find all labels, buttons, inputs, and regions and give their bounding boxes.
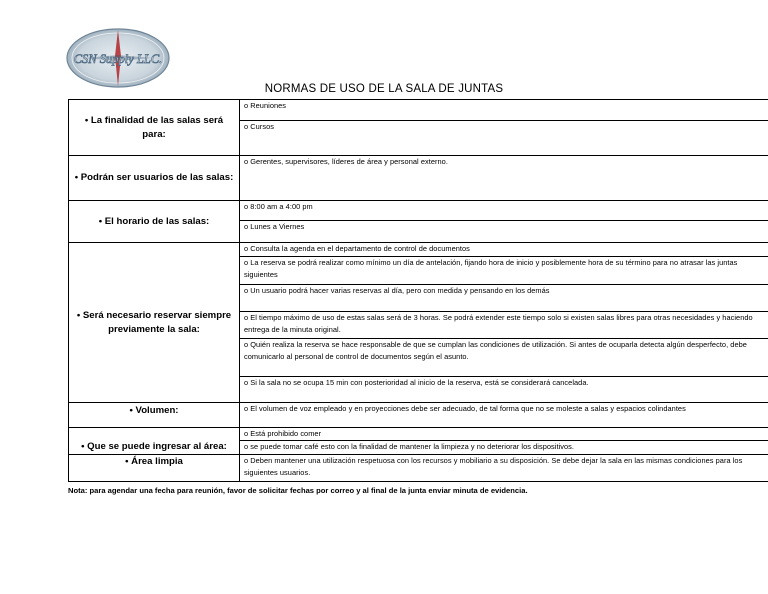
- rule-item: o Reuniones: [240, 100, 768, 121]
- table-row: [69, 455, 768, 482]
- section-label: • La finalidad de las salas será para:: [69, 100, 240, 156]
- rule-item: o Deben mantener una utilización respetuosa con los recursos y mobiliario a su disposición. Se debe dejar la sala en las mismas condiciones para los siguientes usuarios.: [240, 455, 768, 482]
- rule-item: o Si la sala no se ocupa 15 min con posterioridad al inicio de la reserva, está se considerará cancelada.: [240, 377, 768, 403]
- rule-item: o Está prohibido comer: [240, 428, 768, 441]
- section-label: • Área limpia: [69, 455, 240, 482]
- table-row: [69, 201, 768, 221]
- rule-item: o El tiempo máximo de uso de estas salas será de 3 horas. Se podrá extender este tiempo solo si existen salas libres para otras necesidades y haciendo entrega de la minuta original.: [240, 312, 768, 339]
- rule-item: o Un usuario podrá hacer varias reservas al día, pero con medida y pensando en los demás: [240, 285, 768, 312]
- svg-text:CSN Supply LLC.: CSN Supply LLC.: [73, 52, 163, 66]
- rule-item: o Quién realiza la reserva se hace responsable de que se cumplan las condiciones de utilización. Si antes de ocuparla detecta algún desperfecto, debe comunicarlo al personal de control de documentos según el asunto.: [240, 339, 768, 377]
- section-label: • Será necesario reservar siempre previamente la sala:: [69, 243, 240, 403]
- rule-item: o La reserva se podrá realizar como mínimo un día de antelación, fijando hora de inicio y posiblemente hora de su término para no atrasar las juntas siguientes: [240, 257, 768, 285]
- rule-item: o Cursos: [240, 121, 768, 156]
- table-row: [69, 156, 768, 201]
- rule-item: o se puede tomar café esto con la finalidad de mantener la limpieza y no deteriorar los dispositivos.: [240, 441, 768, 455]
- table-row: [69, 428, 768, 441]
- rule-item: o El volumen de voz empleado y en proyecciones debe ser adecuado, de tal forma que no se moleste a salas y espacios colindantes: [240, 403, 768, 428]
- rules-table: [68, 99, 768, 482]
- footer-note: Nota: para agendar una fecha para reunión, favor de solicitar fechas por correo y al final de la junta enviar minuta de evidencia.: [68, 486, 528, 495]
- section-label: • Que se puede ingresar al área:: [69, 428, 240, 455]
- company-logo: [64, 26, 172, 90]
- section-label: • Volumen:: [69, 403, 240, 428]
- section-label: • Podrán ser usuarios de las salas:: [69, 156, 240, 201]
- table-row: [69, 403, 768, 428]
- table-row: [69, 243, 768, 257]
- rule-item: o Lunes a Viernes: [240, 221, 768, 243]
- rule-item: o Consulta la agenda en el departamento de control de documentos: [240, 243, 768, 257]
- table-row: [69, 100, 768, 121]
- rule-item: o Gerentes, supervisores, líderes de área y personal externo.: [240, 156, 768, 201]
- rule-item: o 8:00 am a 4:00 pm: [240, 201, 768, 221]
- page-title: NORMAS DE USO DE LA SALA DE JUNTAS: [264, 83, 504, 95]
- section-label: • El horario de las salas:: [69, 201, 240, 243]
